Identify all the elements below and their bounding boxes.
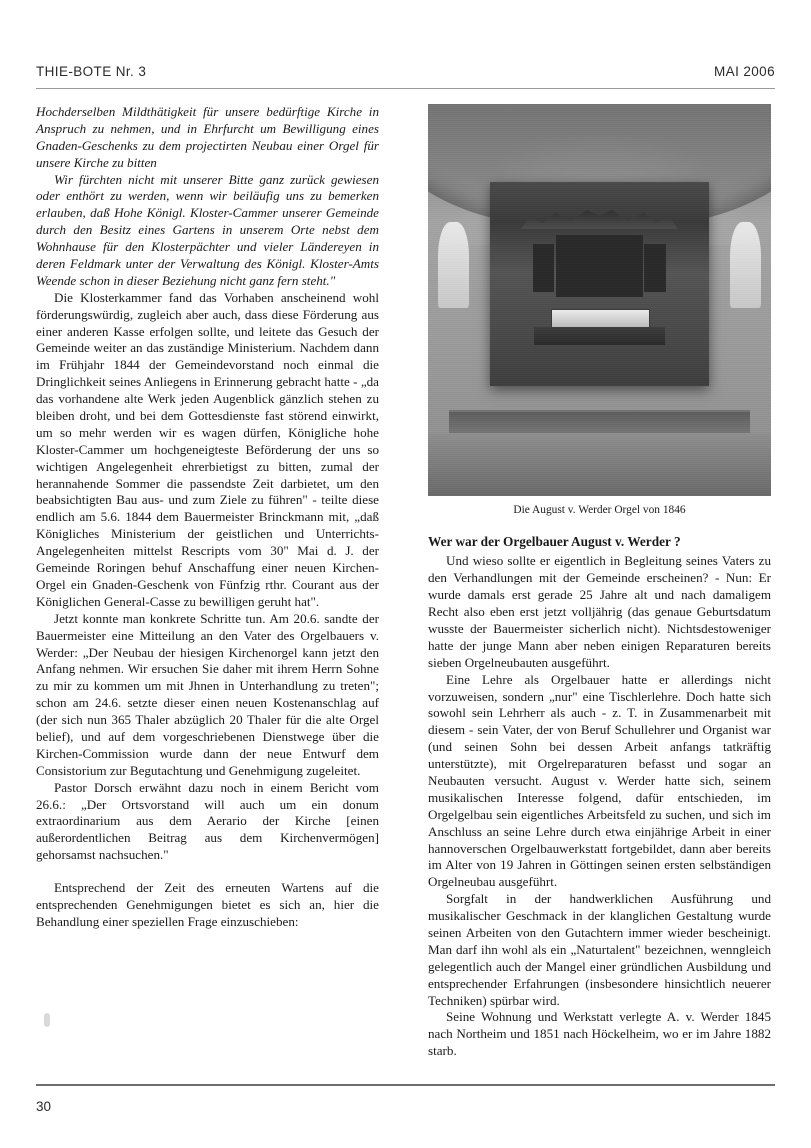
scan-artifact: [44, 1013, 50, 1027]
paragraph: Eine Lehre als Orgelbauer hatte er allerdings nicht vorzuweisen, sondern „nur" eine Tischlerlehre. Doch hatte sich sowohl sein Lehrherr als auch - z. T. in Zusammenarbeit mit diesem - sein Vater, der von Beruf Schullehrer und Organist war (und seinen Sohn bei dessen Arbeit anfangs tatkräftig unterstützte), mit Orgelreparaturen befasst und sogar an Neubauten versucht. August v. Werder hatte sich, seinem musikalischen Interesse folgend, dafür entschieden, im Orgelgelbau sein eigentliches Arbeitsfeld zu suchen, und sich im Anschluss an seine Lehre durch etwa einjährige Arbeit in einer hannoverschen Orgelbauwerkstatt fortgebildet, dann aber bereits im Alter von 19 Jahren in Göttingen seinen ersten selbständigen Orgelneubau ausgeführt.: [428, 671, 771, 890]
page-number: 30: [36, 1099, 52, 1114]
paragraph: Hochderselben Mildthätigkeit für unsere bedürftige Kirche in Anspruch zu nehmen, und in Ehrfurcht um Bewilligung eines Gnaden-Geschenks zu dem projectirten Neubau einer Orgel für unsere Kirche zu bitten: [36, 104, 379, 170]
paragraph-spacer: [36, 864, 379, 875]
paragraph: Die Klosterkammer fand das Vorhaben anscheinend wohl förderungswürdig, zugleich aber auch, dass diese Förderung aus einer anderen Kasse erfolgen sollte, und leitete das Gesuch der Gemeinde weiter an das zuständige Ministerium. Nachdem dann im Frühjahr 1844 der Gemeindevorstand noch einmal die Dringlichkeit seines Anliegens in Erinnerung gebracht hatte - „da das vorhandene alte Werk jeden Augenblick gänzlich stehen zu bleiben droht, und bei dem Gottesdienste fast störend einwirkt, um so mehr werden wir es wagen dürfen, Königliche hohe Kloster-Cammer um hochgeneigteste Beförderung der uns so wichtigen Angelegenheit ehrerbietigst zu bitten, zumal der herannahende Sommer die passendste Zeit darbietet, um den beabsichtigten Bau aus- und zum Ziele zu führen" - teilte diese endlich am 5.6. 1844 dem Bauermeister Brinckmann mit, „daß Königliches Ministerium der geistlichen und Unterrichts-Angelegenheiten mittelst Rescripts vom 30" Mai d. J. der Gemeinde Roringen behuf Anschaffung einer neuen Kirchen-Orgel ein Gnaden-Geschenk von Fünfzig rthr. Courant aus der Königlichen General-Casse zu bewilligen geruht hat".: [36, 289, 379, 609]
right-text-column: [428, 104, 771, 1060]
paragraph: Jetzt konnte man konkrete Schritte tun. Am 20.6. sandte der Bauermeister eine Mitteilung an den Vater des Orgelbauers v. Werder: „Der Neubau der hiesigen Kirchenorgel kann jetzt den Anfang nehmen. Wir ersuchen Sie daher mit ihrem Herrn Sohne zu mir zu kommen um mit Jhnen in Unterhandlung zu treten"; schon am 24.6. setzte dieser einen neuen Kostenanschlag auf (der sich nun 365 Thaler abzüglich 20 Thaler für die alte Orgel belief), und auf dem vorgeschriebenen Dienstwege über die Kirchen-Commission wurde dann der neue Entwurf dem Consistorium zur Begutachtung und Genehmigung zugeleitet.: [36, 610, 379, 778]
paragraph: Sorgfalt in der handwerklichen Ausführung und musikalischer Geschmack in der klanglichen Gestaltung wurde seinen Arbeiten von den Gutachtern immer wieder bescheinigt. Man darf ihn wohl als ein „Naturtalent" bezeichnen, wenngleich gelegentlich auch der Mangel einer gründlichen Ausbildung und entsprechender Erfahrungen (insbesondere hinsichtlich neuerer Techniken) spürbar wird.: [428, 891, 771, 1008]
church-organ-photo: [428, 104, 771, 496]
figure-caption: Die August v. Werder Orgel von 1846: [513, 504, 686, 516]
paragraph: Entsprechend der Zeit des erneuten Wartens auf die entsprechenden Genehmigungen bietet es sich an, hier die Behandlung einer speziellen Frage einzuschieben:: [36, 880, 379, 929]
paragraph: Seine Wohnung und Werkstatt verlegte A. v. Werder 1845 nach Northeim und 1851 nach Höckelheim, wo er im Jahre 1882 starb.: [428, 1009, 771, 1059]
footer-rule: [36, 1084, 775, 1086]
header-rule: [36, 88, 775, 89]
left-text-column: [36, 104, 379, 931]
organ-figure: [428, 104, 771, 517]
running-head: [36, 64, 775, 79]
paragraph: Pastor Dorsch erwähnt dazu noch in einem Bericht vom 26.6.: „Der Ortsvorstand will auch um ein donum extraordinarium aus dem Aerario der Kirche [einen außerordentlichen Beitrag aus dem Kirchenvermögen] gehorsamst nachsuchen.": [36, 779, 379, 863]
running-head-right: MAI 2006: [714, 64, 775, 79]
section-heading: Wer war der Orgelbauer August v. Werder ?: [428, 534, 681, 550]
paragraph: Und wieso sollte er eigentlich in Begleitung seines Vaters zu den Verhandlungen mit der Gemeinde erscheinen? - Nun: Er wurde damals erst gerade 25 Jahre alt und nach damaligem Recht also eben erst jetzt volljährig (das genaue Geburtsdatum wusste der Bauermeister sicherlich nicht). Nichtsdestoweniger hatte der junge Mann aber neben einigen Reparaturen bereits sieben Orgelneubauten ausgeführt.: [428, 553, 771, 670]
running-head-left: THIE-BOTE Nr. 3: [36, 64, 147, 79]
photo-grain-overlay: [428, 104, 771, 496]
paragraph: Wir fürchten nicht mit unserer Bitte ganz zurück gewiesen oder enthört zu werden, wenn wir beiläufig uns zu bemerken erlauben, daß Hohe Königl. Kloster-Cammer unserer Gemeinde durch den Besitz eines Gartens in unserem Orte nebst dem Wohnhause für den Klosterpächter und vieler Ländereyen in deren Feldmark unter der Verwaltung des Königl. Kloster-Amts Weende schon in dieser Beziehung nicht ganz fern steht.": [36, 171, 379, 288]
